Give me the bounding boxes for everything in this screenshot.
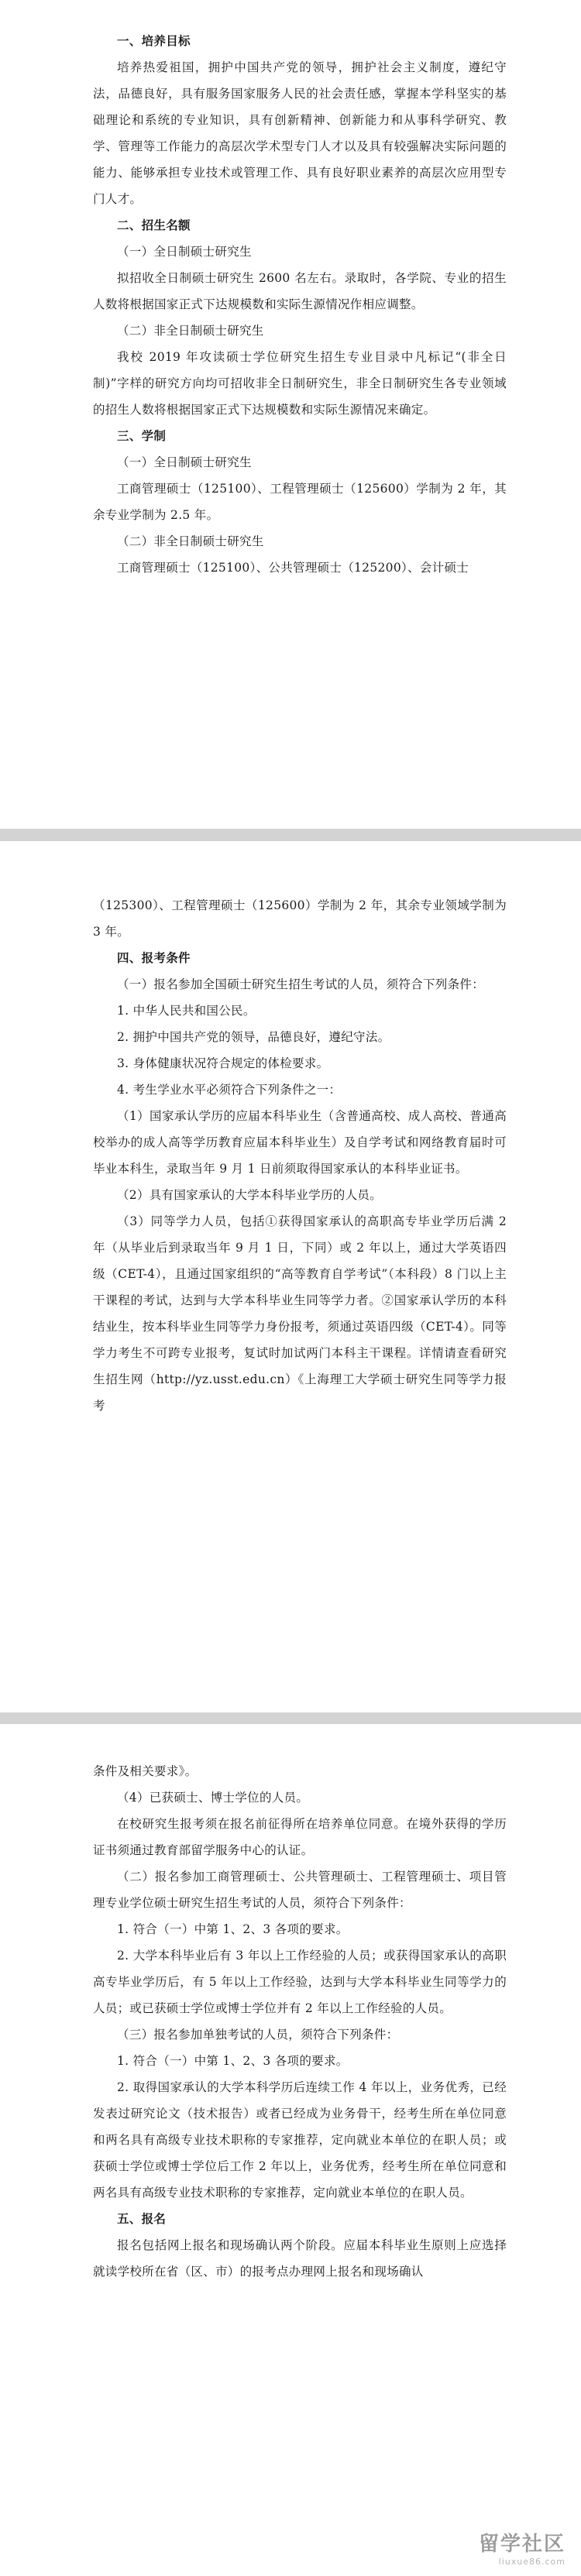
page-3-content bbox=[93, 1758, 507, 2285]
body-paragraph: 我校 2019 年攻读硕士学位研究生招生专业目录中凡标记“(非全日制)”字样的研究方向均可招收非全日制研究生，非全日制研究生各专业领域的招生人数将根据国家正式下达规模数和实际生源情况来确定。 bbox=[93, 350, 507, 417]
body-paragraph: （4）已获硕士、博士学位的人员。 bbox=[117, 1791, 309, 1805]
body-paragraph: （一）全日制硕士研究生 bbox=[117, 245, 252, 259]
body-paragraph: （一）全日制硕士研究生 bbox=[117, 455, 252, 469]
page-1-content bbox=[93, 28, 507, 581]
body-paragraph: （二）非全日制硕士研究生 bbox=[117, 534, 264, 548]
document-page-3 bbox=[0, 1724, 581, 2576]
section-heading: 一、培养目标 bbox=[117, 33, 191, 48]
watermark-url: liuxue86.com bbox=[498, 2557, 566, 2567]
body-paragraph: （3）同等学力人员，包括①获得国家承认的高职高专毕业学历后满 2 年（从毕业后到录取当年 9 月 1 日，下同）或 2 年以上，通过大学英语四级（CET-4），且通过国家组织的“高等教育自学考试”（本科段）8 门以上主干课程的考试，达到与大学本科毕业生同等学力者。②国家承认学历的本科结业生，按本科毕业生同等学力身份报考，须通过英语四级（CET-4）。同等学力考生不可跨专业报考，复试时加试两门本科主干课程。详情请查看研究生招生网（http://yz.usst.edu.cn）《上海理工大学硕士研究生同等学力报考 bbox=[93, 1214, 511, 1413]
body-paragraph: （二）非全日制硕士研究生 bbox=[117, 324, 264, 338]
section-heading: 二、招生名额 bbox=[117, 218, 191, 232]
body-paragraph: 2. 大学本科毕业后有 3 年以上工作经验的人员；或获得国家承认的高职高专毕业学历后，有 5 年以上工作经验，达到与大学本科毕业生同等学力的人员；或已获硕士学位或博士学位并有 2 年以上工作经验的人员。 bbox=[93, 1949, 507, 2015]
section-heading: 五、报名 bbox=[117, 2211, 167, 2226]
body-paragraph: （1）国家承认学历的应届本科毕业生（含普通高校、成人高校、普通高校举办的成人高等学历教育应届本科毕业生）及自学考试和网络教育届时可毕业本科生，录取当年 9 月 1 日前须取得国家承认的本科毕业证书。 bbox=[93, 1109, 507, 1176]
body-paragraph: 1. 符合（一）中第 1、2、3 各项的要求。 bbox=[117, 2054, 349, 2068]
body-paragraph: （二）报名参加工商管理硕士、公共管理硕士、工程管理硕士、项目管理专业学位硕士研究生招生考试的人员，须符合下列条件： bbox=[93, 1870, 507, 1910]
body-paragraph: 工商管理硕士（125100）、公共管理硕士（125200）、会计硕士 bbox=[117, 561, 469, 575]
body-paragraph: 1. 中华人民共和国公民。 bbox=[117, 1004, 256, 1018]
body-paragraph: 在校研究生报考须在报名前征得所在培养单位同意。在境外获得的学历证书须通过教育部留学服务中心的认证。 bbox=[93, 1817, 507, 1857]
body-paragraph: 2. 取得国家承认的大学本科学历后连续工作 4 年以上，业务优秀，已经发表过研究论文（技术报告）或者已经成为业务骨干，经考生所在单位同意和两名具有高级专业技术职称的专家推荐，定向就业本单位的在职人员；或获硕士学位或博士学位后工作 2 年以上，业务优秀，经考生所在单位同意和两名具有高级专业技术职称的专家推荐，定向就业本单位的在职人员。 bbox=[93, 2080, 507, 2200]
body-paragraph: （2）具有国家承认的大学本科毕业学历的人员。 bbox=[117, 1188, 382, 1202]
body-paragraph: （一）报名参加全国硕士研究生招生考试的人员，须符合下列条件： bbox=[117, 977, 485, 991]
body-paragraph: 1. 符合（一）中第 1、2、3 各项的要求。 bbox=[117, 1922, 349, 1936]
section-heading: 四、报考条件 bbox=[117, 950, 191, 965]
site-watermark-logo bbox=[479, 2528, 566, 2567]
body-paragraph: 拟招收全日制硕士研究生 2600 名左右。录取时，各学院、专业的招生人数将根据国家正式下达规模数和实际生源情况作相应调整。 bbox=[93, 271, 507, 311]
body-paragraph: （三）报名参加单独考试的人员，须符合下列条件： bbox=[117, 2028, 399, 2042]
body-paragraph: 报名包括网上报名和现场确认两个阶段。应届本科毕业生原则上应选择就读学校所在省（区、市）的报考点办理网上报名和现场确认 bbox=[93, 2238, 507, 2279]
body-paragraph: 工商管理硕士（125100）、工程管理硕士（125600）学制为 2 年，其余专业学制为 2.5 年。 bbox=[93, 482, 507, 522]
document-page-2 bbox=[0, 841, 581, 1712]
body-paragraph: 3. 身体健康状况符合规定的体检要求。 bbox=[117, 1056, 329, 1070]
body-paragraph: 条件及相关要求》。 bbox=[93, 1764, 198, 1778]
body-paragraph: （125300）、工程管理硕士（125600）学制为 2 年，其余专业领域学制为 3 年。 bbox=[93, 898, 511, 939]
section-heading: 三、学制 bbox=[117, 428, 167, 443]
body-paragraph: 4. 考生学业水平必须符合下列条件之一： bbox=[117, 1083, 342, 1097]
body-paragraph: 2. 拥护中国共产党的领导，品德良好，遵纪守法。 bbox=[117, 1030, 390, 1044]
body-paragraph: 培养热爱祖国，拥护中国共产党的领导，拥护社会主义制度，遵纪守法，品德良好，具有服务国家服务人民的社会责任感，掌握本学科坚实的基础理论和系统的专业知识，具有创新精神、创新能力和从事科学研究、教学、管理等工作能力的高层次学术型专门人才以及具有较强解决实际问题的能力、能够承担专业技术或管理工作、具有良好职业素养的高层次应用型专门人才。 bbox=[93, 60, 507, 206]
watermark-title: 留学社区 bbox=[478, 2533, 566, 2556]
page-2-content bbox=[93, 892, 511, 1419]
document-page-1 bbox=[0, 0, 581, 829]
